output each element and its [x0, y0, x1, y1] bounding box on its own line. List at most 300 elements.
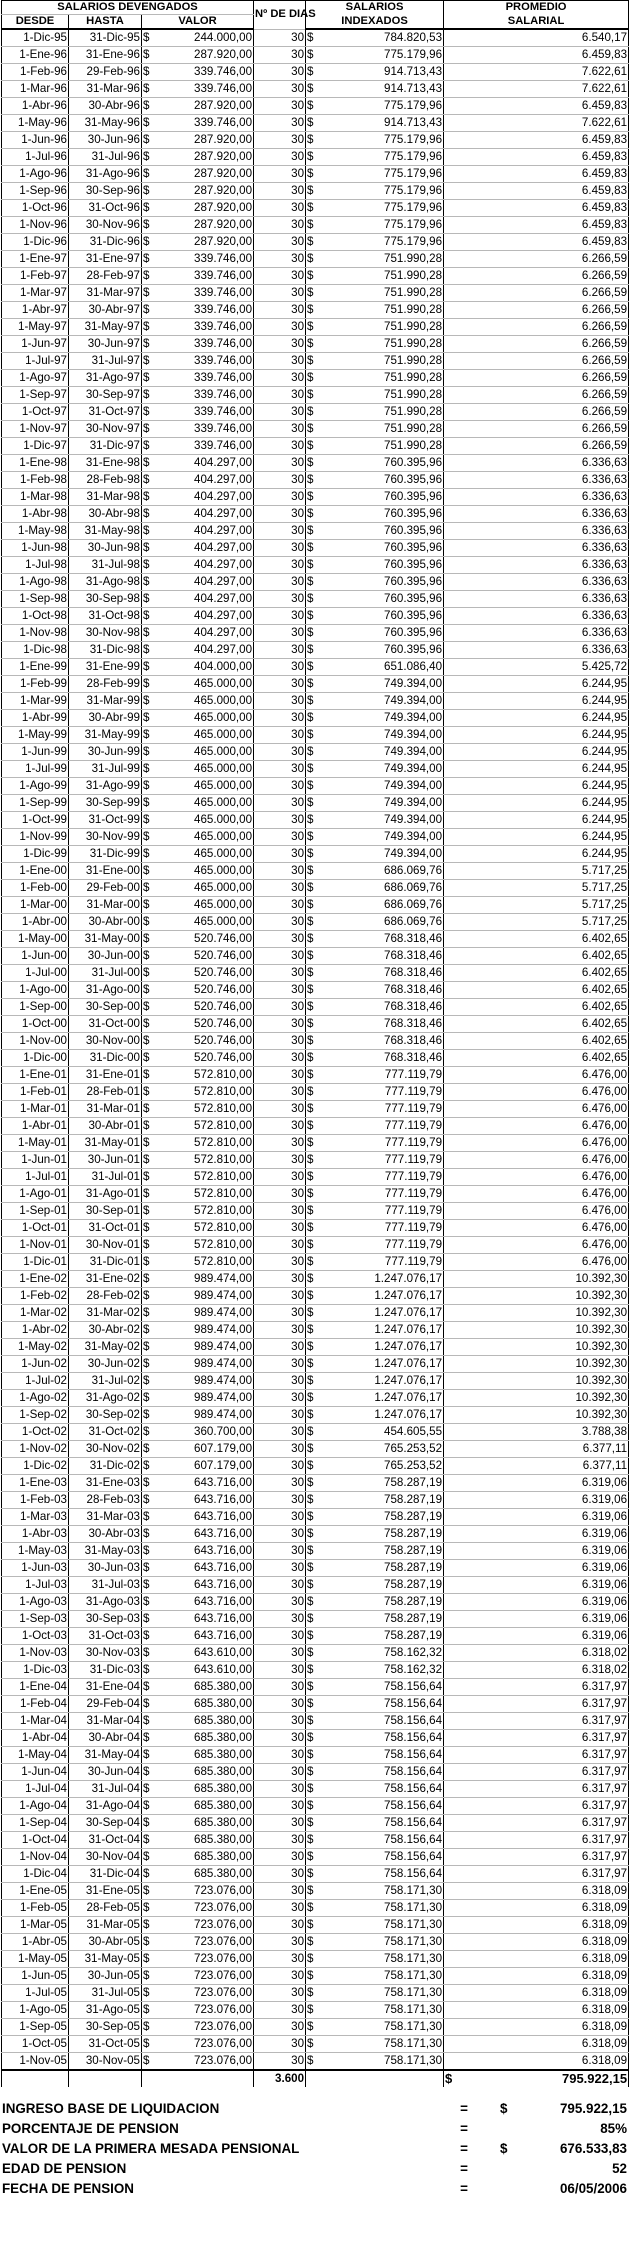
valor-currency: $ — [142, 1254, 162, 1271]
valor-cell: 404.000,00 — [162, 659, 254, 676]
desde-cell: 1-Dic-97 — [2, 438, 69, 455]
indexado-currency: $ — [306, 47, 326, 64]
valor-cell: 607.179,00 — [162, 1441, 254, 1458]
valor-cell: 520.746,00 — [162, 1033, 254, 1050]
desde-cell: 1-Nov-98 — [2, 625, 69, 642]
table-row — [2, 2019, 629, 2036]
valor-cell: 723.076,00 — [162, 2002, 254, 2019]
indexado-cell: 760.395,96 — [326, 625, 444, 642]
indexado-cell: 758.156,64 — [326, 1764, 444, 1781]
promedio-cell: 10.392,30 — [464, 1288, 629, 1305]
valor-currency: $ — [142, 812, 162, 829]
valor-cell: 685.380,00 — [162, 1730, 254, 1747]
table-row — [2, 1322, 629, 1339]
hasta-cell: 28-Feb-01 — [69, 1084, 142, 1101]
desde-cell: 1-Ene-01 — [2, 1067, 69, 1084]
indexado-currency: $ — [306, 1407, 326, 1424]
valor-currency: $ — [142, 404, 162, 421]
indexado-currency: $ — [306, 1390, 326, 1407]
valor-cell: 465.000,00 — [162, 846, 254, 863]
desde-cell: 1-Sep-04 — [2, 1815, 69, 1832]
hasta-cell: 30-Abr-99 — [69, 710, 142, 727]
hasta-cell: 31-Ago-04 — [69, 1798, 142, 1815]
hasta-cell: 31-Dic-99 — [69, 846, 142, 863]
desde-cell: 1-Jul-03 — [2, 1577, 69, 1594]
dias-cell: 30 — [254, 1220, 306, 1237]
hasta-cell: 31-Ene-05 — [69, 1883, 142, 1900]
indexado-currency: $ — [306, 1186, 326, 1203]
desde-cell: 1-May-98 — [2, 523, 69, 540]
indexado-cell: 760.395,96 — [326, 489, 444, 506]
valor-currency: $ — [142, 1186, 162, 1203]
hasta-cell: 31-Oct-02 — [69, 1424, 142, 1441]
promedio-spacer — [444, 336, 464, 353]
indexado-currency: $ — [306, 319, 326, 336]
table-row — [2, 727, 629, 744]
promedio-cell: 6.244,95 — [464, 710, 629, 727]
valor-currency: $ — [142, 2036, 162, 2053]
valor-currency: $ — [142, 1900, 162, 1917]
valor-currency: $ — [142, 540, 162, 557]
table-row — [2, 1696, 629, 1713]
promedio-cell: 6.402,65 — [464, 999, 629, 1016]
promedio-cell: 6.266,59 — [464, 438, 629, 455]
promedio-cell: 6.244,95 — [464, 829, 629, 846]
valor-currency: $ — [142, 1033, 162, 1050]
table-row — [2, 2002, 629, 2019]
indexado-currency: $ — [306, 1135, 326, 1152]
indexado-cell: 914.713,43 — [326, 81, 444, 98]
desde-cell: 1-Feb-01 — [2, 1084, 69, 1101]
hasta-cell: 31-Jul-00 — [69, 965, 142, 982]
hasta-cell: 30-Nov-99 — [69, 829, 142, 846]
valor-currency: $ — [142, 1067, 162, 1084]
indexado-cell: 758.156,64 — [326, 1866, 444, 1883]
dias-cell: 30 — [254, 761, 306, 778]
indexado-cell: 777.119,79 — [326, 1237, 444, 1254]
indexado-cell: 758.171,30 — [326, 1917, 444, 1934]
promedio-cell: 6.319,06 — [464, 1526, 629, 1543]
desde-cell: 1-Abr-98 — [2, 506, 69, 523]
indexado-currency: $ — [306, 370, 326, 387]
indexado-currency: $ — [306, 1492, 326, 1509]
dias-cell: 30 — [254, 1288, 306, 1305]
hasta-cell: 31-Dic-04 — [69, 1866, 142, 1883]
valor-cell: 404.297,00 — [162, 489, 254, 506]
desde-cell: 1-Mar-01 — [2, 1101, 69, 1118]
promedio-cell: 6.319,06 — [464, 1628, 629, 1645]
total-currency: $ — [444, 2070, 464, 2087]
desde-cell: 1-Oct-02 — [2, 1424, 69, 1441]
desde-cell: 1-Jul-01 — [2, 1169, 69, 1186]
valor-cell: 685.380,00 — [162, 1764, 254, 1781]
hasta-cell: 31-May-05 — [69, 1951, 142, 1968]
promedio-cell: 7.622,61 — [464, 81, 629, 98]
valor-cell: 989.474,00 — [162, 1305, 254, 1322]
promedio-spacer — [444, 1152, 464, 1169]
dias-cell: 30 — [254, 1696, 306, 1713]
desde-cell: 1-Nov-01 — [2, 1237, 69, 1254]
valor-currency: $ — [142, 1730, 162, 1747]
indexado-cell: 777.119,79 — [326, 1169, 444, 1186]
table-row — [2, 370, 629, 387]
valor-cell: 572.810,00 — [162, 1254, 254, 1271]
promedio-spacer — [444, 166, 464, 183]
promedio-cell: 6.318,09 — [464, 1968, 629, 1985]
promedio-spacer — [444, 1696, 464, 1713]
indexado-cell: 777.119,79 — [326, 1067, 444, 1084]
indexado-currency: $ — [306, 846, 326, 863]
indexado-currency: $ — [306, 676, 326, 693]
hasta-cell: 30-Sep-03 — [69, 1611, 142, 1628]
promedio-spacer — [444, 880, 464, 897]
table-row — [2, 1832, 629, 1849]
desde-cell: 1-Mar-03 — [2, 1509, 69, 1526]
hasta-cell: 31-May-99 — [69, 727, 142, 744]
desde-cell: 1-Mar-04 — [2, 1713, 69, 1730]
promedio-cell: 6.459,83 — [464, 149, 629, 166]
desde-cell: 1-Sep-01 — [2, 1203, 69, 1220]
table-row — [2, 1475, 629, 1492]
valor-cell: 339.746,00 — [162, 370, 254, 387]
promedio-spacer — [444, 1628, 464, 1645]
hasta-cell: 31-Oct-98 — [69, 608, 142, 625]
hasta-cell: 31-Oct-96 — [69, 200, 142, 217]
desde-cell: 1-Feb-97 — [2, 268, 69, 285]
hasta-cell: 31-May-96 — [69, 115, 142, 132]
promedio-spacer — [444, 1220, 464, 1237]
indexado-cell: 775.179,96 — [326, 149, 444, 166]
promedio-cell: 6.336,63 — [464, 506, 629, 523]
valor-cell: 989.474,00 — [162, 1407, 254, 1424]
valor-cell: 723.076,00 — [162, 2036, 254, 2053]
indexado-cell: 775.179,96 — [326, 217, 444, 234]
dias-cell: 30 — [254, 1883, 306, 1900]
valor-cell: 287.920,00 — [162, 217, 254, 234]
indexado-cell: 686.069,76 — [326, 897, 444, 914]
valor-cell: 685.380,00 — [162, 1713, 254, 1730]
valor-cell: 465.000,00 — [162, 693, 254, 710]
hasta-cell: 30-Sep-98 — [69, 591, 142, 608]
dias-cell: 30 — [254, 302, 306, 319]
hasta-cell: 30-Jun-98 — [69, 540, 142, 557]
table-row — [2, 472, 629, 489]
indexado-currency: $ — [306, 1628, 326, 1645]
indexado-cell: 760.395,96 — [326, 472, 444, 489]
indexado-currency: $ — [306, 472, 326, 489]
dias-cell: 30 — [254, 1033, 306, 1050]
promedio-spacer — [444, 115, 464, 132]
ibl-equals: = — [460, 2101, 468, 2116]
valor-cell: 465.000,00 — [162, 812, 254, 829]
promedio-cell: 6.317,97 — [464, 1747, 629, 1764]
indexado-currency: $ — [306, 2053, 326, 2071]
dias-cell: 30 — [254, 489, 306, 506]
dias-cell: 30 — [254, 1016, 306, 1033]
dias-cell: 30 — [254, 1611, 306, 1628]
dias-cell: 30 — [254, 1764, 306, 1781]
table-row — [2, 1458, 629, 1475]
valor-cell: 572.810,00 — [162, 1118, 254, 1135]
table-row — [2, 744, 629, 761]
table-row — [2, 1441, 629, 1458]
hasta-cell: 28-Feb-02 — [69, 1288, 142, 1305]
valor-currency: $ — [142, 1883, 162, 1900]
hasta-cell: 31-Oct-99 — [69, 812, 142, 829]
dias-cell: 30 — [254, 319, 306, 336]
dias-cell: 30 — [254, 1628, 306, 1645]
table-row — [2, 1577, 629, 1594]
indexado-cell: 760.395,96 — [326, 574, 444, 591]
desde-cell: 1-Oct-01 — [2, 1220, 69, 1237]
hasta-cell: 30-Sep-02 — [69, 1407, 142, 1424]
promedio-cell: 6.318,09 — [464, 2036, 629, 2053]
indexado-currency: $ — [306, 29, 326, 47]
dias-cell: 30 — [254, 1900, 306, 1917]
promedio-spacer — [444, 251, 464, 268]
promedio-cell: 3.788,38 — [464, 1424, 629, 1441]
table-row — [2, 489, 629, 506]
valor-currency: $ — [142, 761, 162, 778]
valor-cell: 989.474,00 — [162, 1339, 254, 1356]
valor-cell: 339.746,00 — [162, 251, 254, 268]
indexado-cell: 768.318,46 — [326, 965, 444, 982]
desde-cell: 1-Ago-99 — [2, 778, 69, 795]
valor-cell: 989.474,00 — [162, 1271, 254, 1288]
table-row — [2, 1305, 629, 1322]
promedio-cell: 10.392,30 — [464, 1339, 629, 1356]
promedio-spacer — [444, 98, 464, 115]
indexado-cell: 768.318,46 — [326, 1016, 444, 1033]
valor-currency: $ — [142, 1696, 162, 1713]
indexado-currency: $ — [306, 1883, 326, 1900]
promedio-cell: 6.459,83 — [464, 98, 629, 115]
valor-currency: $ — [142, 1169, 162, 1186]
indexado-cell: 760.395,96 — [326, 642, 444, 659]
promedio-cell: 6.459,83 — [464, 132, 629, 149]
table-row — [2, 1288, 629, 1305]
indexado-cell: 768.318,46 — [326, 982, 444, 999]
dias-cell: 30 — [254, 149, 306, 166]
table-row — [2, 1866, 629, 1883]
indexado-currency: $ — [306, 1441, 326, 1458]
table-row — [2, 693, 629, 710]
dias-cell: 30 — [254, 1560, 306, 1577]
desde-cell: 1-Dic-96 — [2, 234, 69, 251]
valor-currency: $ — [142, 710, 162, 727]
valor-cell: 339.746,00 — [162, 285, 254, 302]
promedio-cell: 6.319,06 — [464, 1577, 629, 1594]
promedio-spacer — [444, 1305, 464, 1322]
valor-currency: $ — [142, 778, 162, 795]
valor-cell: 723.076,00 — [162, 1900, 254, 1917]
valor-currency: $ — [142, 1594, 162, 1611]
promedio-spacer — [444, 404, 464, 421]
valor-currency: $ — [142, 1951, 162, 1968]
dias-cell: 30 — [254, 1985, 306, 2002]
table-row — [2, 1373, 629, 1390]
table-row — [2, 1339, 629, 1356]
desde-cell: 1-Nov-97 — [2, 421, 69, 438]
valor-currency: $ — [142, 523, 162, 540]
valor-currency: $ — [142, 1407, 162, 1424]
promedio-spacer — [444, 217, 464, 234]
valor-currency: $ — [142, 1764, 162, 1781]
hasta-cell: 31-Mar-98 — [69, 489, 142, 506]
table-row — [2, 1679, 629, 1696]
indexado-currency: $ — [306, 1458, 326, 1475]
valor-cell: 465.000,00 — [162, 795, 254, 812]
valor-currency: $ — [142, 1526, 162, 1543]
hasta-cell: 31-Mar-97 — [69, 285, 142, 302]
dias-cell: 30 — [254, 115, 306, 132]
valor-currency: $ — [142, 1509, 162, 1526]
desde-cell: 1-Jun-01 — [2, 1152, 69, 1169]
desde-cell: 1-Jun-97 — [2, 336, 69, 353]
indexado-cell: 751.990,28 — [326, 438, 444, 455]
desde-cell: 1-Abr-01 — [2, 1118, 69, 1135]
indexado-currency: $ — [306, 744, 326, 761]
desde-cell: 1-Nov-05 — [2, 2053, 69, 2071]
table-row — [2, 829, 629, 846]
dias-cell: 30 — [254, 1407, 306, 1424]
valor-cell: 465.000,00 — [162, 710, 254, 727]
valor-cell: 339.746,00 — [162, 387, 254, 404]
porcentaje-label: PORCENTAJE DE PENSION — [2, 2121, 179, 2136]
table-row — [2, 1934, 629, 1951]
hasta-cell: 31-Dic-95 — [69, 29, 142, 47]
valor-currency: $ — [142, 1492, 162, 1509]
indexado-cell: 758.287,19 — [326, 1594, 444, 1611]
hasta-cell: 30-Nov-96 — [69, 217, 142, 234]
indexado-currency: $ — [306, 1254, 326, 1271]
valor-currency: $ — [142, 1849, 162, 1866]
valor-currency: $ — [142, 234, 162, 251]
hasta-cell: 31-Ago-01 — [69, 1186, 142, 1203]
desde-cell: 1-Feb-96 — [2, 64, 69, 81]
promedio-spacer — [444, 268, 464, 285]
table-row — [2, 897, 629, 914]
valor-cell: 404.297,00 — [162, 608, 254, 625]
hasta-cell: 31-Jul-04 — [69, 1781, 142, 1798]
indexado-currency: $ — [306, 1203, 326, 1220]
indexado-cell: 914.713,43 — [326, 64, 444, 81]
indexado-currency: $ — [306, 1832, 326, 1849]
valor-cell: 989.474,00 — [162, 1356, 254, 1373]
promedio-spacer — [444, 1390, 464, 1407]
hasta-cell: 30-Abr-04 — [69, 1730, 142, 1747]
valor-cell: 723.076,00 — [162, 1917, 254, 1934]
desde-cell: 1-May-01 — [2, 1135, 69, 1152]
valor-currency: $ — [142, 166, 162, 183]
promedio-cell: 6.402,65 — [464, 965, 629, 982]
promedio-cell: 6.318,02 — [464, 1645, 629, 1662]
indexado-cell: 758.156,64 — [326, 1696, 444, 1713]
desde-cell: 1-Nov-04 — [2, 1849, 69, 1866]
valor-cell: 287.920,00 — [162, 200, 254, 217]
dias-cell: 30 — [254, 1441, 306, 1458]
dias-cell: 30 — [254, 1322, 306, 1339]
promedio-spacer — [444, 1237, 464, 1254]
indexado-currency: $ — [306, 336, 326, 353]
hasta-cell: 31-Dic-96 — [69, 234, 142, 251]
desde-cell: 1-Jul-04 — [2, 1781, 69, 1798]
indexado-cell: 758.156,64 — [326, 1730, 444, 1747]
dias-cell: 30 — [254, 829, 306, 846]
table-row — [2, 404, 629, 421]
hasta-cell: 30-Jun-03 — [69, 1560, 142, 1577]
promedio-cell: 6.476,00 — [464, 1237, 629, 1254]
dias-cell: 30 — [254, 1509, 306, 1526]
valor-cell: 339.746,00 — [162, 438, 254, 455]
promedio-spacer — [444, 812, 464, 829]
table-row — [2, 1050, 629, 1067]
valor-cell: 643.716,00 — [162, 1492, 254, 1509]
valor-currency: $ — [142, 1084, 162, 1101]
promedio-spacer — [444, 574, 464, 591]
valor-currency: $ — [142, 1798, 162, 1815]
promedio-cell: 5.717,25 — [464, 897, 629, 914]
valor-cell: 685.380,00 — [162, 1679, 254, 1696]
promedio-spacer — [444, 863, 464, 880]
desde-cell: 1-Ene-97 — [2, 251, 69, 268]
dias-cell: 30 — [254, 370, 306, 387]
valor-cell: 572.810,00 — [162, 1101, 254, 1118]
indexado-currency: $ — [306, 1900, 326, 1917]
indexado-cell: 758.287,19 — [326, 1509, 444, 1526]
table-row — [2, 81, 629, 98]
indexado-cell: 686.069,76 — [326, 880, 444, 897]
hasta-cell: 31-Jul-98 — [69, 557, 142, 574]
promedio-spacer — [444, 1050, 464, 1067]
promedio-spacer — [444, 1917, 464, 1934]
dias-cell: 30 — [254, 2036, 306, 2053]
desde-cell: 1-Dic-98 — [2, 642, 69, 659]
dias-cell: 30 — [254, 931, 306, 948]
promedio-cell: 6.476,00 — [464, 1203, 629, 1220]
promedio-spacer — [444, 1849, 464, 1866]
promedio-cell: 5.717,25 — [464, 880, 629, 897]
desde-cell: 1-Nov-00 — [2, 1033, 69, 1050]
valor-currency: $ — [142, 2002, 162, 2019]
dias-cell: 30 — [254, 608, 306, 625]
dias-cell: 30 — [254, 591, 306, 608]
table-row — [2, 1152, 629, 1169]
desde-cell: 1-May-02 — [2, 1339, 69, 1356]
indexado-currency: $ — [306, 2002, 326, 2019]
promedio-cell: 6.319,06 — [464, 1594, 629, 1611]
indexado-currency: $ — [306, 1645, 326, 1662]
promedio-spacer — [444, 1407, 464, 1424]
dias-cell: 30 — [254, 2053, 306, 2071]
valor-cell: 572.810,00 — [162, 1152, 254, 1169]
indexado-currency: $ — [306, 1305, 326, 1322]
hasta-cell: 31-May-00 — [69, 931, 142, 948]
table-row — [2, 880, 629, 897]
indexado-cell: 749.394,00 — [326, 846, 444, 863]
promedio-cell: 6.402,65 — [464, 948, 629, 965]
promedio-cell: 6.244,95 — [464, 744, 629, 761]
table-row — [2, 931, 629, 948]
dias-cell: 30 — [254, 1458, 306, 1475]
table-row — [2, 1951, 629, 1968]
dias-cell: 30 — [254, 353, 306, 370]
desde-cell: 1-Feb-00 — [2, 880, 69, 897]
valor-cell: 404.297,00 — [162, 625, 254, 642]
promedio-spacer — [444, 1985, 464, 2002]
hasta-cell: 28-Feb-03 — [69, 1492, 142, 1509]
valor-currency: $ — [142, 1832, 162, 1849]
